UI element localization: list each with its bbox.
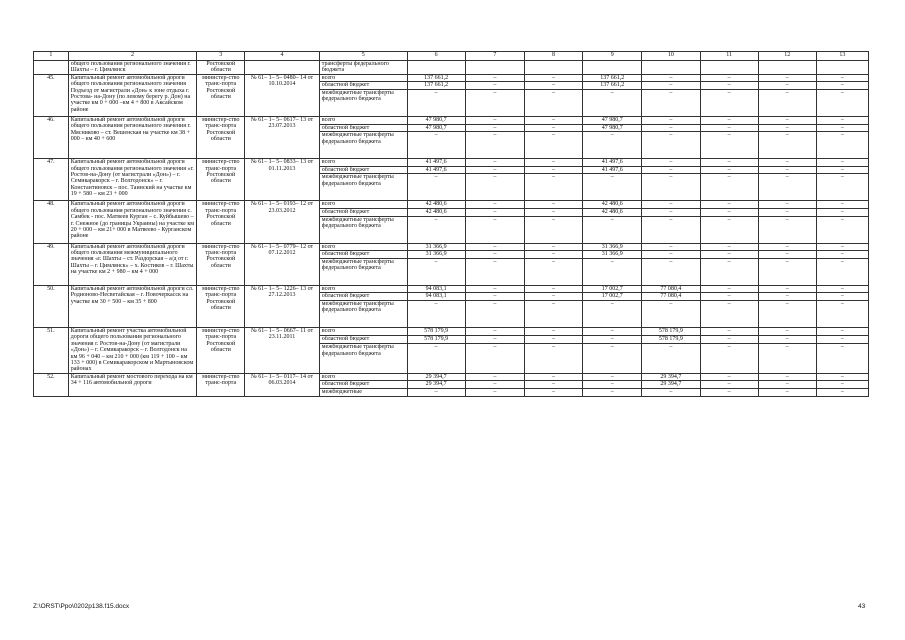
value-cell: – bbox=[642, 300, 700, 327]
distributor: Ростовской области bbox=[197, 61, 245, 75]
value-cell: 41 497,6 bbox=[407, 166, 465, 174]
value-cell: 94 083,1 bbox=[407, 285, 465, 293]
fund-label: всего bbox=[319, 201, 407, 209]
value-cell: – bbox=[642, 74, 700, 82]
act-number: № 61– 1– 5– 0779– 12 от 07.12.2012 bbox=[245, 243, 320, 285]
value-cell: – bbox=[758, 344, 816, 373]
value-cell: – bbox=[465, 159, 524, 167]
value-cell: – bbox=[816, 251, 868, 259]
value-cell: – bbox=[816, 243, 868, 251]
value-cell: – bbox=[524, 201, 582, 209]
column-header: 13 bbox=[816, 52, 868, 61]
value-cell: 41 497,6 bbox=[583, 159, 642, 167]
value-cell: – bbox=[758, 208, 816, 216]
value-cell: 77 080,4 bbox=[642, 293, 700, 301]
value-cell: – bbox=[758, 300, 816, 327]
value-cell: – bbox=[642, 117, 700, 125]
value-cell: – bbox=[465, 174, 524, 201]
value-cell: – bbox=[407, 216, 465, 243]
value-cell: 31 366,9 bbox=[583, 251, 642, 259]
value-cell bbox=[700, 61, 758, 75]
value-cell: – bbox=[465, 285, 524, 293]
object-name: Капитальный ремонт мостового перехода на км 34 + 116 автомобильной дороги bbox=[68, 373, 197, 396]
value-cell: – bbox=[583, 216, 642, 243]
fund-label: межбюджетные трансферты федерального бюджета bbox=[319, 258, 407, 285]
value-cell: – bbox=[407, 132, 465, 159]
value-cell: 42 480,6 bbox=[583, 201, 642, 209]
value-cell: – bbox=[758, 388, 816, 396]
column-header: 5 bbox=[319, 52, 407, 61]
row-number: 48. bbox=[34, 201, 69, 243]
value-cell: – bbox=[700, 74, 758, 82]
act-number: № 61– 1– 5– 0480– 14 от 10.10.2014 bbox=[245, 74, 320, 116]
act-number: № 61– 1– 5– 1226– 13 от 27.12.2013 bbox=[245, 285, 320, 327]
value-cell: 137 661,2 bbox=[583, 82, 642, 90]
value-cell bbox=[758, 61, 816, 75]
value-cell: – bbox=[816, 285, 868, 293]
row-number: 47. bbox=[34, 159, 69, 201]
fund-label: областной бюджет bbox=[319, 166, 407, 174]
value-cell: – bbox=[524, 82, 582, 90]
value-cell: – bbox=[524, 381, 582, 389]
value-cell: – bbox=[700, 344, 758, 373]
value-cell: – bbox=[758, 174, 816, 201]
value-cell: – bbox=[758, 243, 816, 251]
column-header: 1 bbox=[34, 52, 69, 61]
value-cell: – bbox=[758, 166, 816, 174]
distributor: министер-ство транс-порта Ростовской области bbox=[197, 243, 245, 285]
value-cell: – bbox=[465, 117, 524, 125]
value-cell: – bbox=[524, 74, 582, 82]
column-header: 4 bbox=[245, 52, 320, 61]
value-cell: – bbox=[758, 159, 816, 167]
value-cell: 31 366,9 bbox=[583, 243, 642, 251]
value-cell: – bbox=[642, 344, 700, 373]
value-cell: – bbox=[816, 166, 868, 174]
fund-label: межбюджетные bbox=[319, 388, 407, 396]
value-cell: – bbox=[816, 132, 868, 159]
value-cell: – bbox=[407, 258, 465, 285]
value-cell: – bbox=[642, 208, 700, 216]
act-number: № 61– 1– 5– 0193– 12 от 23.03.2012 bbox=[245, 201, 320, 243]
value-cell: – bbox=[524, 258, 582, 285]
fund-label: областной бюджет bbox=[319, 336, 407, 344]
value-cell: – bbox=[465, 251, 524, 259]
value-cell: – bbox=[642, 174, 700, 201]
value-cell: 47 980,7 bbox=[407, 117, 465, 125]
value-cell: 578 179,9 bbox=[407, 336, 465, 344]
fund-label: всего bbox=[319, 327, 407, 335]
column-header: 7 bbox=[465, 52, 524, 61]
value-cell: – bbox=[700, 373, 758, 381]
value-cell: 137 661,2 bbox=[583, 74, 642, 82]
value-cell bbox=[642, 61, 700, 75]
value-cell: 29 394,7 bbox=[407, 373, 465, 381]
value-cell: – bbox=[583, 381, 642, 389]
value-cell: – bbox=[642, 159, 700, 167]
value-cell: 42 480,6 bbox=[407, 201, 465, 209]
column-header: 12 bbox=[758, 52, 816, 61]
fund-label: областной бюджет bbox=[319, 293, 407, 301]
table-row bbox=[34, 159, 869, 167]
value-cell: – bbox=[583, 388, 642, 396]
fund-label: межбюджетные трансферты федерального бюджета bbox=[319, 344, 407, 373]
table-row bbox=[34, 74, 869, 82]
value-cell: – bbox=[465, 258, 524, 285]
value-cell: – bbox=[407, 90, 465, 117]
value-cell: – bbox=[583, 132, 642, 159]
value-cell: – bbox=[700, 381, 758, 389]
value-cell: – bbox=[465, 90, 524, 117]
column-header: 2 bbox=[68, 52, 197, 61]
fund-label: всего bbox=[319, 373, 407, 381]
value-cell: – bbox=[816, 90, 868, 117]
object-name: Капитальный ремонт автомобильной дороги общего пользования регионального значения «г. Ростов-на-Дону (от магистрали «Дон») – г. Семикаракорск – г. Волгодонск» – г. Константиновск – пос. Таинский на участке км 19 + 580 – км 23 + 000 bbox=[68, 159, 197, 201]
value-cell: – bbox=[407, 344, 465, 373]
value-cell: – bbox=[816, 174, 868, 201]
fund-label: межбюджетные трансферты федерального бюджета bbox=[319, 132, 407, 159]
value-cell: – bbox=[465, 344, 524, 373]
row-number: 52. bbox=[34, 373, 69, 396]
value-cell: – bbox=[700, 300, 758, 327]
value-cell: – bbox=[816, 82, 868, 90]
value-cell: – bbox=[700, 208, 758, 216]
fund-label: трансферты федерального бюджета bbox=[319, 61, 407, 75]
value-cell bbox=[407, 61, 465, 75]
value-cell: – bbox=[758, 336, 816, 344]
value-cell: – bbox=[700, 388, 758, 396]
value-cell: – bbox=[465, 336, 524, 344]
value-cell: – bbox=[700, 166, 758, 174]
value-cell: – bbox=[524, 285, 582, 293]
value-cell: – bbox=[758, 90, 816, 117]
act-number: № 61– 1– 5– 0117– 14 от 06.03.2014 bbox=[245, 373, 320, 396]
value-cell: – bbox=[465, 373, 524, 381]
value-cell: – bbox=[758, 82, 816, 90]
row-number: 45. bbox=[34, 74, 69, 116]
table-row bbox=[34, 243, 869, 251]
fund-label: областной бюджет bbox=[319, 381, 407, 389]
value-cell: – bbox=[465, 216, 524, 243]
value-cell: – bbox=[816, 208, 868, 216]
object-name: Капитальный ремонт участка автомобильной дороги общего пользования регионального значения г. Ростов-на-Дону (от магистрали «Дон») – г. Семикаракорск – г. Волгодонск на км 96 + 040 – км 210 + 000 (км 119 + 100 – км 133 + 000) в Семикаракорском и Мартыновском районах bbox=[68, 327, 197, 373]
value-cell: – bbox=[816, 327, 868, 335]
fund-label: областной бюджет bbox=[319, 124, 407, 132]
value-cell: – bbox=[700, 285, 758, 293]
act-number: № 61– 1– 5– 0667– 11 от 23.11.2011 bbox=[245, 327, 320, 373]
value-cell: – bbox=[583, 174, 642, 201]
value-cell: 137 661,2 bbox=[407, 74, 465, 82]
value-cell: – bbox=[583, 258, 642, 285]
value-cell: 41 497,6 bbox=[407, 159, 465, 167]
value-cell: – bbox=[465, 82, 524, 90]
program-table bbox=[33, 51, 869, 397]
object-name: Капитальный ремонт автомобильной дороги общего пользования регионального значения с. Самбек - пос. Матвеев Курган – с. Куйбышево – г. Снежное (до границы Украины) на участке км 20 + 000 – км 21+ 000 в Матвеево - Курганском районе bbox=[68, 201, 197, 243]
value-cell: – bbox=[465, 201, 524, 209]
row-number: 51. bbox=[34, 327, 69, 373]
value-cell: – bbox=[758, 258, 816, 285]
value-cell: – bbox=[816, 293, 868, 301]
fund-label: областной бюджет bbox=[319, 82, 407, 90]
distributor: министер-ство транс-порта Ростовской области bbox=[197, 327, 245, 373]
value-cell: – bbox=[524, 132, 582, 159]
fund-label: областной бюджет bbox=[319, 251, 407, 259]
object-name: Капитальный ремонт автомобильной дороги сл. Родионово-Несветайская – г. Новочеркасск на участке км 30 + 500 – км 35 + 800 bbox=[68, 285, 197, 327]
value-cell: – bbox=[465, 243, 524, 251]
value-cell: – bbox=[758, 216, 816, 243]
column-header: 10 bbox=[642, 52, 700, 61]
value-cell: – bbox=[465, 132, 524, 159]
value-cell: – bbox=[524, 388, 582, 396]
act-number: № 61– 1– 5– 0833– 13 от 01.11.2013 bbox=[245, 159, 320, 201]
value-cell: – bbox=[758, 124, 816, 132]
value-cell: – bbox=[524, 373, 582, 381]
row-number: 46. bbox=[34, 117, 69, 159]
value-cell: – bbox=[700, 216, 758, 243]
value-cell: – bbox=[524, 117, 582, 125]
value-cell: – bbox=[758, 285, 816, 293]
value-cell: – bbox=[816, 159, 868, 167]
value-cell: 94 083,1 bbox=[407, 293, 465, 301]
value-cell: – bbox=[642, 258, 700, 285]
value-cell: – bbox=[407, 174, 465, 201]
fund-label: всего bbox=[319, 285, 407, 293]
value-cell: – bbox=[642, 90, 700, 117]
value-cell: 41 497,6 bbox=[583, 166, 642, 174]
value-cell: 17 002,7 bbox=[583, 285, 642, 293]
value-cell: 42 480,6 bbox=[407, 208, 465, 216]
distributor: министер-ство транс-порта Ростовской области bbox=[197, 201, 245, 243]
value-cell: – bbox=[816, 74, 868, 82]
value-cell: – bbox=[758, 293, 816, 301]
value-cell: – bbox=[758, 132, 816, 159]
value-cell: – bbox=[524, 327, 582, 335]
distributor: министер-ство транс-порта Ростовской области bbox=[197, 285, 245, 327]
value-cell: – bbox=[700, 327, 758, 335]
value-cell: – bbox=[407, 300, 465, 327]
fund-label: межбюджетные трансферты федерального бюджета bbox=[319, 174, 407, 201]
value-cell: – bbox=[524, 159, 582, 167]
value-cell: – bbox=[816, 381, 868, 389]
value-cell: – bbox=[700, 201, 758, 209]
value-cell: – bbox=[642, 388, 700, 396]
value-cell: – bbox=[758, 201, 816, 209]
value-cell: – bbox=[524, 251, 582, 259]
value-cell: – bbox=[758, 117, 816, 125]
object-name: Капитальный ремонт автомобильной дороги общего пользования межмуниципального значения «г. Шахты – ст. Раздорская – а/д от г. Шахты – г. Цимлянск» – х. Костиков – г. Шахты на участке км 2 + 980 – км 4 + 000 bbox=[68, 243, 197, 285]
value-cell: – bbox=[642, 166, 700, 174]
value-cell: – bbox=[642, 201, 700, 209]
value-cell: 29 394,7 bbox=[642, 381, 700, 389]
distributor: министер-ство транс-порта Ростовской области bbox=[197, 159, 245, 201]
fund-label: межбюджетные трансферты федерального бюджета bbox=[319, 300, 407, 327]
value-cell: – bbox=[700, 251, 758, 259]
value-cell: – bbox=[642, 251, 700, 259]
table-header-row bbox=[34, 52, 869, 61]
value-cell: 29 394,7 bbox=[407, 381, 465, 389]
value-cell: – bbox=[758, 327, 816, 335]
value-cell: 47 980,7 bbox=[407, 124, 465, 132]
value-cell: – bbox=[700, 174, 758, 201]
value-cell: – bbox=[700, 293, 758, 301]
fund-label: всего bbox=[319, 117, 407, 125]
object-name: общего пользования регионального значения г. Шахты – г. Цимлянск bbox=[68, 61, 197, 75]
row-number: 49. bbox=[34, 243, 69, 285]
value-cell: 31 366,9 bbox=[407, 243, 465, 251]
value-cell: – bbox=[524, 124, 582, 132]
value-cell: – bbox=[642, 82, 700, 90]
value-cell: – bbox=[642, 132, 700, 159]
value-cell: 578 179,9 bbox=[407, 327, 465, 335]
value-cell: – bbox=[642, 243, 700, 251]
value-cell: – bbox=[758, 373, 816, 381]
value-cell: 42 480,6 bbox=[583, 208, 642, 216]
value-cell: – bbox=[816, 373, 868, 381]
value-cell: – bbox=[583, 300, 642, 327]
value-cell: 47 980,7 bbox=[583, 117, 642, 125]
value-cell: – bbox=[465, 166, 524, 174]
fund-label: всего bbox=[319, 243, 407, 251]
value-cell: – bbox=[816, 124, 868, 132]
table-row bbox=[34, 373, 869, 381]
value-cell: 578 179,9 bbox=[642, 327, 700, 335]
table-row bbox=[34, 285, 869, 293]
column-header: 11 bbox=[700, 52, 758, 61]
value-cell bbox=[816, 61, 868, 75]
table-row-continuation bbox=[34, 61, 869, 75]
column-header: 8 bbox=[524, 52, 582, 61]
value-cell: 47 980,7 bbox=[583, 124, 642, 132]
value-cell: – bbox=[524, 90, 582, 117]
value-cell: – bbox=[642, 124, 700, 132]
value-cell: – bbox=[758, 381, 816, 389]
value-cell: – bbox=[816, 258, 868, 285]
fund-label: межбюджетные трансферты федерального бюджета bbox=[319, 216, 407, 243]
row-number: 50. bbox=[34, 285, 69, 327]
value-cell: 29 394,7 bbox=[642, 373, 700, 381]
value-cell: – bbox=[700, 124, 758, 132]
file-path: Z:\ORST\Ppo\0202p138.f15.docx bbox=[33, 603, 130, 610]
value-cell: – bbox=[700, 82, 758, 90]
value-cell: – bbox=[465, 74, 524, 82]
value-cell: – bbox=[583, 327, 642, 335]
fund-label: всего bbox=[319, 74, 407, 82]
distributor: министер-ство транс-порта Ростовской области bbox=[197, 117, 245, 159]
value-cell: 578 179,9 bbox=[642, 336, 700, 344]
value-cell: – bbox=[700, 159, 758, 167]
fund-label: межбюджетные трансферты федерального бюджета bbox=[319, 90, 407, 117]
value-cell: – bbox=[465, 300, 524, 327]
value-cell: – bbox=[524, 208, 582, 216]
value-cell: – bbox=[816, 300, 868, 327]
value-cell: – bbox=[524, 293, 582, 301]
value-cell: – bbox=[583, 373, 642, 381]
page-number: 43 bbox=[858, 603, 866, 610]
value-cell: – bbox=[465, 293, 524, 301]
value-cell: – bbox=[583, 336, 642, 344]
value-cell: – bbox=[642, 216, 700, 243]
value-cell: – bbox=[524, 216, 582, 243]
value-cell: 31 366,9 bbox=[407, 251, 465, 259]
column-header: 6 bbox=[407, 52, 465, 61]
value-cell: – bbox=[816, 344, 868, 373]
value-cell: – bbox=[758, 251, 816, 259]
value-cell: 77 080,4 bbox=[642, 285, 700, 293]
column-header: 9 bbox=[583, 52, 642, 61]
value-cell bbox=[465, 61, 524, 75]
distributor: министер-ство транс-порта bbox=[197, 373, 245, 396]
value-cell: – bbox=[524, 166, 582, 174]
value-cell: – bbox=[816, 216, 868, 243]
object-name: Капитальный ремонт автомобильной дороги общего пользования регионального значения г. Мясниково – ст. Вешенская на участке км 38 + 000 – км 40 + 600 bbox=[68, 117, 197, 159]
value-cell: – bbox=[700, 132, 758, 159]
column-header: 3 bbox=[197, 52, 245, 61]
value-cell: – bbox=[816, 201, 868, 209]
table-row bbox=[34, 327, 869, 335]
table-row bbox=[34, 117, 869, 125]
value-cell: – bbox=[700, 258, 758, 285]
act-number: № 61– 1– 5– 0617– 13 от 23.07.2013 bbox=[245, 117, 320, 159]
value-cell: – bbox=[816, 117, 868, 125]
distributor: министер-ство транс-порта Ростовской области bbox=[197, 74, 245, 116]
fund-label: всего bbox=[319, 159, 407, 167]
value-cell: – bbox=[465, 124, 524, 132]
value-cell: – bbox=[700, 336, 758, 344]
value-cell bbox=[583, 61, 642, 75]
value-cell: – bbox=[524, 243, 582, 251]
fund-label: областной бюджет bbox=[319, 208, 407, 216]
table-row bbox=[34, 201, 869, 209]
value-cell: – bbox=[700, 117, 758, 125]
value-cell bbox=[524, 61, 582, 75]
value-cell: – bbox=[816, 336, 868, 344]
value-cell: 137 661,2 bbox=[407, 82, 465, 90]
value-cell: – bbox=[816, 388, 868, 396]
value-cell: – bbox=[465, 388, 524, 396]
act-number bbox=[245, 61, 320, 75]
value-cell: – bbox=[524, 344, 582, 373]
value-cell: – bbox=[524, 174, 582, 201]
value-cell: – bbox=[700, 90, 758, 117]
value-cell: 17 002,7 bbox=[583, 293, 642, 301]
row-number bbox=[34, 61, 69, 75]
object-name: Капитальный ремонт автомобильной дороги общего пользования регионального значения Подъезд от магистрали «Дон» к зоне отдыха г. Ростова- на-Дону (по левому берегу р. Дон) на участке км 0 + 000 –км 4 + 800 в Аксайском районе bbox=[68, 74, 197, 116]
value-cell: – bbox=[524, 336, 582, 344]
value-cell: – bbox=[407, 388, 465, 396]
value-cell: – bbox=[465, 381, 524, 389]
value-cell: – bbox=[583, 90, 642, 117]
value-cell: – bbox=[700, 243, 758, 251]
value-cell: – bbox=[583, 344, 642, 373]
value-cell: – bbox=[465, 208, 524, 216]
value-cell: – bbox=[758, 74, 816, 82]
value-cell: – bbox=[465, 327, 524, 335]
value-cell: – bbox=[524, 300, 582, 327]
